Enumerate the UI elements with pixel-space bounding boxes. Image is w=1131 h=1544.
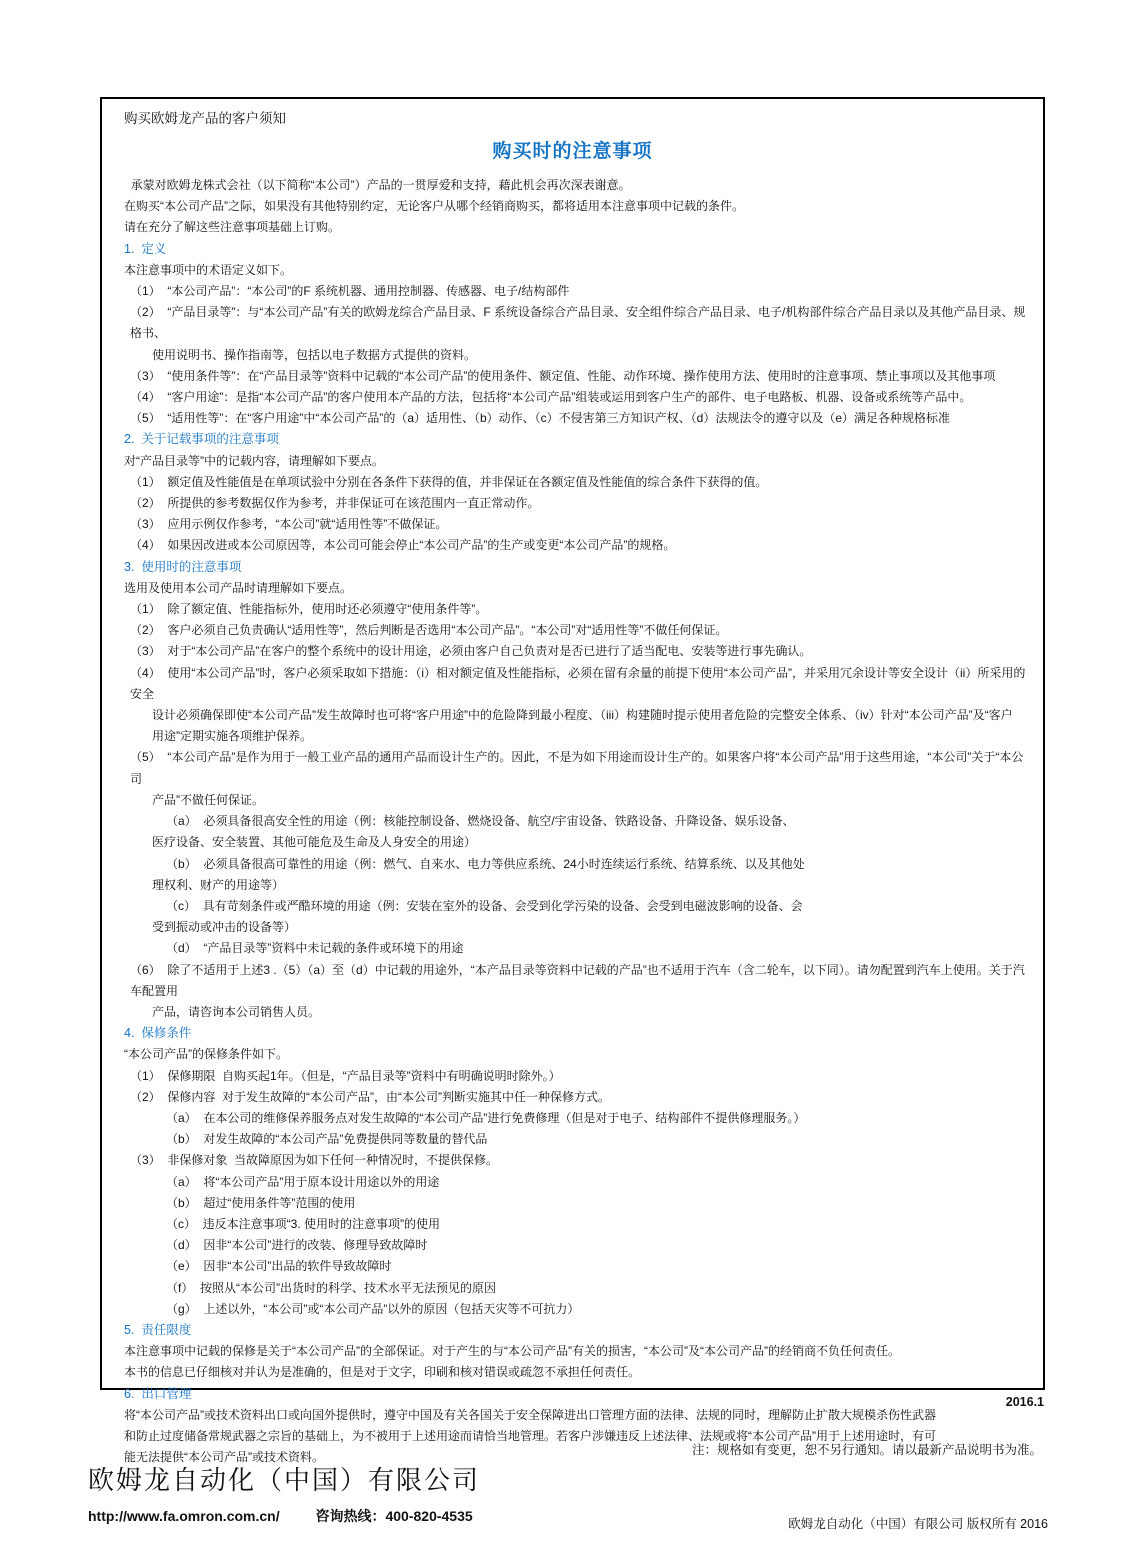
notice-line: 本注意事项中记载的保修是关于“本公司产品”的全部保证。对于产生的与“本公司产品”有关的损害，“本公司”及“本公司产品”的经销商不负任何责任。 bbox=[124, 1344, 900, 1359]
notice-line: 产品”不做任何保证。 bbox=[152, 792, 264, 807]
notice-line: （c） 违反本注意事项“3. 使用时的注意事项”的使用 bbox=[166, 1216, 441, 1231]
notice-line: （3） “使用条件等”：在“产品目录等”资料中记载的“本公司产品”的使用条件、额定值、性能、动作环境、操作使用方法、使用时的注意事项、禁止事项以及其他事项 bbox=[130, 368, 996, 383]
copyright-line: 欧姆龙自动化（中国）有限公司 版权所有 2016 bbox=[788, 1517, 1048, 1531]
section-heading: 5. 责任限度 bbox=[124, 1322, 192, 1337]
page-title: 购买时的注意事项 bbox=[492, 141, 653, 162]
notice-line: 设计必须确保即使“本公司产品”发生故障时也可将“客户用途”中的危险降到最小程度、（iii）构建随时提示使用者危险的完整安全体系、（iv）针对“本公司产品”及“客户 bbox=[152, 708, 1013, 723]
notice-line: （a） 在本公司的维修保养服务点对发生故障的“本公司产品”进行免费修理（但是对于电子、结构部件不提供修理服务。） bbox=[166, 1110, 806, 1125]
notice-line: （1） 保修期限 自购买起1年。（但是，“产品目录等”资料中有明确说明时除外。） bbox=[130, 1068, 561, 1083]
notice-line: （4） 使用“本公司产品”时，客户必须采取如下措施：（i）相对额定值及性能指标，必须在留有余量的前提下使用“本公司产品”，并采用冗余设计等安全设计（ii）所采用的安全 bbox=[130, 665, 1026, 701]
notice-line: 本书的信息已仔细核对并认为是准确的，但是对于文字，印刷和核对错误或疏忽不承担任何责任。 bbox=[124, 1365, 641, 1380]
notice-line: （3） 非保修对象 当故障原因为如下任何一种情况时，不提供保修。 bbox=[130, 1153, 499, 1168]
notice-line: （b） 必须具备很高可靠性的用途（例：燃气、自来水、电力等供应系统、24小时连续运行系统、结算系统、以及其他处 bbox=[166, 856, 805, 871]
notice-line: 医疗设备、安全装置、其他可能危及生命及人身安全的用途） bbox=[152, 835, 477, 850]
section-heading: 3. 使用时的注意事项 bbox=[124, 559, 242, 574]
notice-line: （1） “本公司产品”：“本公司”的F 系统机器、通用控制器、传感器、电子/结构部件 bbox=[130, 284, 570, 299]
notice-line: 用途”定期实施各项维护保养。 bbox=[152, 729, 312, 744]
notice-line: （5） “适用性等”：在“客户用途”中“本公司产品”的（a）适用性、（b）动作、（c）不侵害第三方知识产权、（d）法规法令的遵守以及（e）满足各种规格标准 bbox=[130, 411, 951, 426]
notice-line: （1） 除了额定值、性能指标外，使用时还必须遵守“使用条件等”。 bbox=[130, 602, 488, 617]
notice-line: （4） 如果因改进或本公司原因等，本公司可能会停止“本公司产品”的生产或变更“本公司产品”的规格。 bbox=[130, 538, 676, 553]
notice-line: 受到振动或冲击的设备等） bbox=[152, 920, 297, 935]
notice-line: 选用及使用本公司产品时请理解如下要点。 bbox=[124, 580, 353, 595]
notice-line: “本公司产品”的保修条件如下。 bbox=[124, 1047, 288, 1062]
company-name: 欧姆龙自动化（中国）有限公司 bbox=[88, 1465, 481, 1495]
notice-line: 产品，请咨询本公司销售人员。 bbox=[152, 1004, 321, 1019]
notice-line: （3） 应用示例仅作参考，“本公司”就“适用性等”不做保证。 bbox=[130, 517, 448, 532]
notice-line: （4） “客户用途”：是指“本公司产品”的客户使用本产品的方法，包括将“本公司产品”组装或运用到客户生产的部件、电子电路板、机器、设备或系统等产品中。 bbox=[130, 390, 972, 405]
intro-paragraph bbox=[114, 175, 1031, 239]
notice-line: （2） 客户必须自己负责确认“适用性等”，然后判断是否选用“本公司产品”。“本公司”对“适用性等”不做任何保证。 bbox=[130, 623, 728, 638]
notice-line: （c） 具有苛刻条件或严酷环境的用途（例：安装在室外的设备、会受到化学污染的设备、会受到电磁波影响的设备、会 bbox=[166, 898, 803, 913]
notice-line: （3） 对于“本公司产品”在客户的整个系统中的设计用途，必须由客户自己负责对是否已进行了适当配电、安装等进行事先确认。 bbox=[130, 644, 812, 659]
hotline-number: 咨询热线：400-820-4535 bbox=[315, 1508, 473, 1524]
notice-line: 将“本公司产品”或技术资料出口或向国外提供时，遵守中国及有关各国关于安全保障进出口管理方面的法律、法规的同时，理解防止扩散大规模杀伤性武器 bbox=[124, 1407, 936, 1422]
notice-header-label: 购买欧姆龙产品的客户须知 bbox=[124, 111, 286, 126]
notice-line: （d） “产品目录等”资料中未记载的条件或环境下的用途 bbox=[166, 941, 464, 956]
notice-line: （5） “本公司产品”是作为用于一般工业产品的通用产品而设计生产的。因此，不是为如下用途而设计生产的。如果客户将“本公司产品”用于这些用途，“本公司”关于“本公司 bbox=[130, 750, 1024, 786]
notice-line: 能无法提供“本公司产品”或技术资料。 bbox=[124, 1450, 324, 1465]
notice-line: （2） “产品目录等”：与“本公司产品”有关的欧姆龙综合产品目录、F 系统设备综合产品目录、安全组件综合产品目录、电子/机构部件综合产品目录以及其他产品目录、规格书、 bbox=[130, 305, 1026, 341]
notice-line: （f） 按照从“本公司”出货时的科学、技术水平无法预见的原因 bbox=[166, 1280, 496, 1295]
notice-line: （b） 对发生故障的“本公司产品”免费提供同等数量的替代品 bbox=[166, 1132, 488, 1147]
notice-line: 本注意事项中的术语定义如下。 bbox=[124, 262, 293, 277]
notice-line: 对“产品目录等”中的记载内容，请理解如下要点。 bbox=[124, 453, 384, 468]
notice-line: （2） 保修内容 对于发生故障的“本公司产品”，由“本公司”判断实施其中任一种保修方式。 bbox=[130, 1089, 610, 1104]
contact-line bbox=[88, 1506, 473, 1526]
section-heading: 2. 关于记载事项的注意事项 bbox=[124, 432, 279, 447]
intro-line: 在购买“本公司产品”之际，如果没有其他特别约定，无论客户从哪个经销商购买，都将适用本注意事项中记载的条件。 bbox=[124, 199, 744, 214]
section-heading: 1. 定义 bbox=[124, 241, 167, 256]
sections bbox=[114, 239, 1031, 1469]
notice-line: （6） 除了不适用于上述3 .（5）（a）至（d）中记载的用途外，“本产品目录等资料中记载的产品”也不适用于汽车（含二轮车，以下同）。请勿配置到汽车上使用。关于汽车配置用 bbox=[130, 962, 1025, 998]
notice-line: （a） 将“本公司产品”用于原本设计用途以外的用途 bbox=[166, 1174, 440, 1189]
notice-line: 使用说明书、操作指南等，包括以电子数据方式提供的资料。 bbox=[152, 347, 477, 362]
section-heading: 6. 出口管理 bbox=[124, 1386, 192, 1401]
notice-line: （g） 上述以外，“本公司”或“本公司产品”以外的原因（包括天灾等不可抗力） bbox=[166, 1301, 580, 1316]
intro-line: 承蒙对欧姆龙株式会社（以下简称“本公司”）产品的一贯厚爱和支持，藉此机会再次深表谢意。 bbox=[124, 178, 631, 192]
spec-change-note: 注：规格如有变更，恕不另行通知。请以最新产品说明书为准。 bbox=[691, 1443, 1042, 1457]
notice-line: （1） 额定值及性能值是在单项试验中分别在各条件下获得的值，并非保证在各额定值及性能值的综合条件下获得的值。 bbox=[130, 474, 768, 489]
revision-date: 2016.1 bbox=[1005, 1395, 1044, 1409]
notice-line: （a） 必须具备很高安全性的用途（例：核能控制设备、燃烧设备、航空/宇宙设备、铁路设备、升降设备、娱乐设备、 bbox=[166, 814, 795, 829]
notice-line: （2） 所提供的参考数据仅作为参考，并非保证可在该范围内一直正常动作。 bbox=[130, 496, 540, 511]
notice-line: （d） 因非“本公司”进行的改装、修理导致故障时 bbox=[166, 1238, 428, 1253]
notice-line: （e） 因非“本公司”出品的软件导致故障时 bbox=[166, 1259, 392, 1274]
intro-line: 请在充分了解这些注意事项基础上订购。 bbox=[124, 220, 341, 235]
section-heading: 4. 保修条件 bbox=[124, 1026, 192, 1041]
notice-line: 和防止过度储备常规武器之宗旨的基础上，为不被用于上述用途而请恰当地管理。若客户涉嫌违反上述法律、法规或将“本公司产品”用于上述用途时，有可 bbox=[124, 1428, 936, 1443]
notice-line: 理权利、财产的用途等） bbox=[152, 877, 285, 892]
website-url: http://www.fa.omron.com.cn/ bbox=[88, 1508, 280, 1524]
notice-line: （b） 超过“使用条件等”范围的使用 bbox=[166, 1195, 356, 1210]
